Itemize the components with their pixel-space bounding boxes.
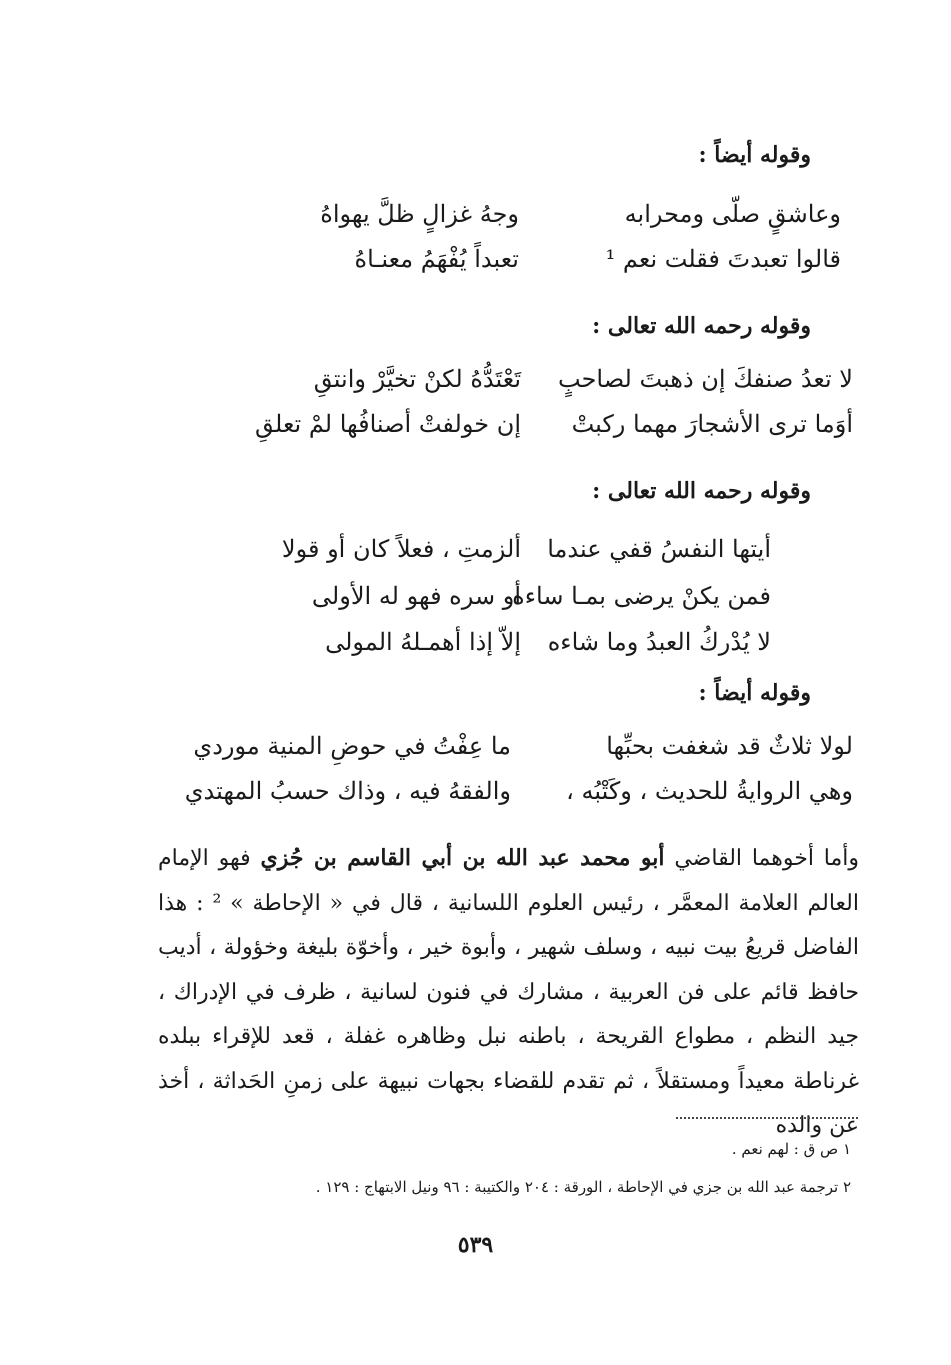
verse-line	[150, 777, 853, 817]
verse-first-hemistich: لولا ثلاثٌ قد شغفت بحبِّها	[606, 732, 853, 760]
verse-first-hemistich: لا يُدْركُ العبدُ وما شاءه	[547, 628, 771, 656]
prose-intro: وأما أخوهما القاضي	[674, 846, 859, 871]
verse-line	[150, 200, 841, 240]
verse-second-hemistich: تَعْتَدُّهُ لكنْ تخيَّرْ وانتقِ	[313, 365, 521, 393]
verse-line	[150, 535, 841, 575]
section-heading: وقوله رحمه الله تعالى :	[592, 478, 811, 504]
verse-second-hemistich: أو سره فهو له الأولى	[311, 582, 521, 610]
verse-second-hemistich: تعبداً يُفْهَمُ معنـاهُ	[354, 245, 519, 273]
verse-second-hemistich: ما عِفْتُ في حوضِ المنية موردي	[193, 732, 511, 760]
verse-first-hemistich: فمن يكنْ يرضى بمـا ساءه	[512, 582, 771, 610]
biography-paragraph	[158, 836, 859, 1149]
verse-line	[150, 410, 853, 450]
verse-line	[150, 245, 841, 285]
verse-second-hemistich: إن خولفتْ أصنافُها لمْ تعلقِ	[254, 410, 521, 438]
verse-first-hemistich: وعاشقٍ صلّى ومحرابه	[624, 200, 841, 228]
verse-line	[150, 732, 853, 772]
verse-first-hemistich: أيتها النفسُ قفي عندما	[547, 535, 771, 563]
verse-line	[150, 628, 841, 668]
verse-first-hemistich: قالوا تعبدتَ فقلت نعم ¹	[605, 245, 841, 273]
verse-second-hemistich: والفقهُ فيه ، وذاك حسبُ المهتدي	[184, 777, 511, 805]
footnote-separator	[676, 1117, 858, 1119]
verse-second-hemistich: ألزمتِ ، فعلاً كان أو قولا	[281, 535, 521, 563]
section-heading: وقوله أيضاً :	[698, 142, 811, 168]
verse-line	[150, 365, 853, 405]
verse-first-hemistich: لا تعدُ صنفكَ إن ذهبتَ لصاحبٍ	[558, 365, 853, 393]
verse-line	[150, 582, 841, 622]
footnote: ١ ص ق : لهم نعم .	[731, 1140, 851, 1158]
prose-body: فهو الإمام العالم العلامة المعمَّر ، رئيس العلوم اللسانية ، قال في « الإحاطة » ² : هذا الفاضل قريعُ بيت نبيه ، وسلف شهير ، وأبوة خير ، وأخوّة بليغة وخؤولة ، أديب حافظ قائم على فن العربية ، مشارك في فنون لسانية ، ظرف في الإدراك ، جيد النظم ، مطواع القريحة ، باطنه نبل وظاهره غفلة ، قعد للإقراء ببلده غرناطة معيداً ومستقلاً ، ثم تقدم للقضاء بجهات نبيهة على زمنِ الحَداثة ، أخذ عن والده	[158, 846, 859, 1138]
prose-name: أبو محمد عبد الله بن أبي القاسم بن جُزي	[260, 845, 665, 871]
page-number: ٥٣٩	[457, 1232, 494, 1258]
section-heading: وقوله رحمه الله تعالى :	[592, 313, 811, 339]
verse-first-hemistich: أوَما ترى الأشجارَ مهما ركبتْ	[571, 410, 853, 438]
footnote: ٢ ترجمة عبد الله بن جزي في الإحاطة ، الورقة : ٢٠٤ والكتيبة : ٩٦ ونيل الابتهاج : ١٢٩ .	[315, 1178, 851, 1196]
verse-second-hemistich: إلاّ إذا أهمـلهُ المولى	[325, 628, 521, 656]
verse-first-hemistich: وهي الروايةُ للحديث ، وكَتْبُه ،	[566, 777, 853, 805]
section-heading: وقوله أيضاً :	[698, 680, 811, 706]
verse-second-hemistich: وجهُ غزالٍ ظلَّ يهواهُ	[320, 200, 519, 228]
